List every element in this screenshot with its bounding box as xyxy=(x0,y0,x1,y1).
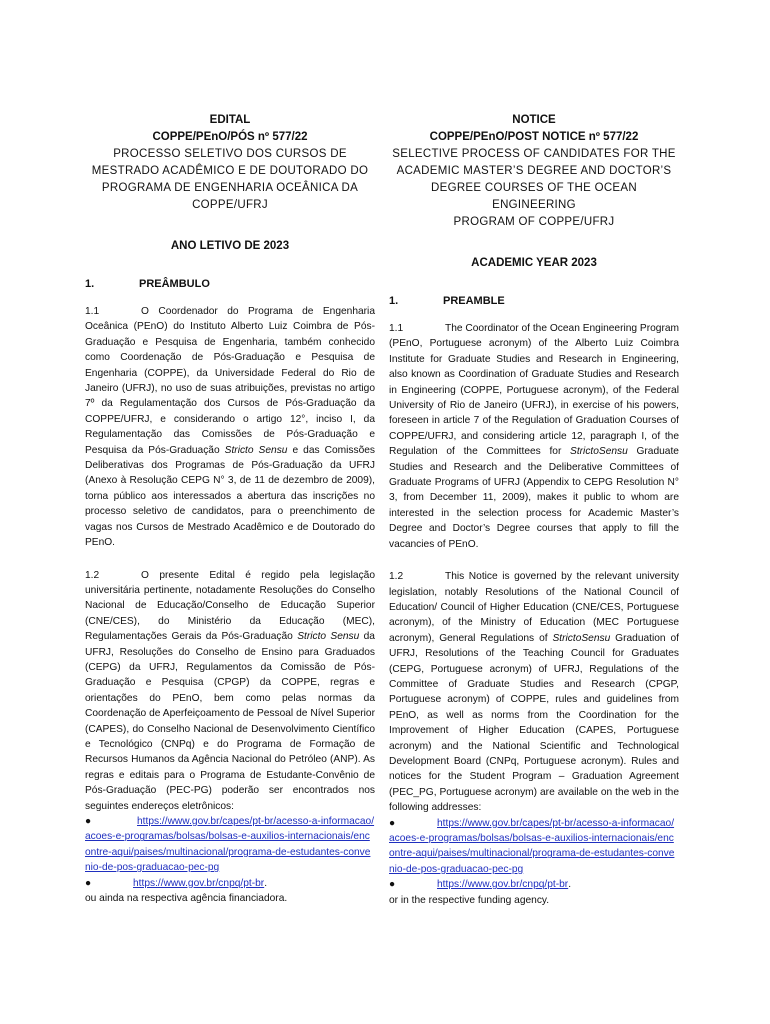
section-number: 1. xyxy=(389,295,399,307)
bullet-icon: ● xyxy=(85,816,92,827)
paragraph-1-1 xyxy=(389,321,679,552)
paragraph-text: da UFRJ, Resoluções do Conselho de Ensino para Graduados (CEPG) da UFRJ, Regulamentos da Comissão de Pós-Graduação e Pesquisa (CPGP) da COPPE, regras e orientações do PEnO, bem como pelas normas da Coordenação de Aperfeiçoamento de Pessoal de Nível Superior (CAPES), do Conselho Nacional de Desenvolvimento Científico e Tecnológico (CNPq) e do Programa de Formação de Recursos Humanos da Agência Nacional do Petróleo (ANP). As regras e editais para o Programa de Estudante-Convênio de Pós-Graduação (PEC-PG) poderão ser encontrados nos seguintes endereços eletrônicos: xyxy=(85,631,375,812)
doc-subtitle-line: COPPE/UFRJ xyxy=(192,199,268,211)
notice-header xyxy=(389,112,679,231)
section-number: 1. xyxy=(85,278,95,290)
paragraph-number: 1.1 xyxy=(85,306,100,317)
academic-year: ANO LETIVO DE 2023 xyxy=(170,240,290,252)
paragraph-text: The Coordinator of the Ocean Engineering Program (PEnO, Portuguese acronym) of the Alberto Luiz Coimbra Institute for Graduate Studies and Research in Engineering, also known as Coordination of Graduate Studies and Research in Engineering (COPPE, Portuguese acronym), of the Federal University of Rio de Janeiro (UFRJ), in exercise of his powers, foreseen in article 7 of the Regulation of Graduation Courses of COPPE/UFRJ, and considering article 12, paragraph I, of the Regulation of the Committees for xyxy=(389,323,679,458)
paragraph-1-2 xyxy=(389,569,679,816)
portuguese-column xyxy=(85,112,375,906)
paragraph-text: Graduate Studies and Research and the Deliberative Committees of Graduate Programs of UFRJ (Appendix to CEPG Resolution N° 3, from December 11, 2009), makes it public to whom are interested in the selection process for Academic Master’s Degree and Doctor’s Degree courses that apply to fill the vacancies of PEnO. xyxy=(389,446,679,550)
bullet-icon: ● xyxy=(85,877,92,889)
section-title: PREAMBLE xyxy=(443,295,505,307)
paragraph-1-1 xyxy=(85,304,375,551)
paragraph-number: 1.2 xyxy=(389,571,404,583)
bullet-icon: ● xyxy=(389,817,396,829)
link-bullet-item: ● https://www.gov.br/cnpq/pt-br . xyxy=(85,876,375,891)
cnpq-link[interactable]: https://www.gov.br/cnpq/pt-br xyxy=(437,879,569,891)
cnpq-link[interactable]: https://www.gov.br/cnpq/pt-br xyxy=(133,877,265,889)
doc-subtitle-line: PROCESSO SELETIVO DOS CURSOS DE xyxy=(113,148,347,160)
doc-subtitle-line: MESTRADO ACADÊMICO E DE DOUTORADO DO xyxy=(91,165,369,177)
doc-heading: EDITAL xyxy=(209,114,251,126)
paragraph-italic: StrictoSensu xyxy=(570,446,628,458)
capes-link[interactable]: https://www.gov.br/capes/pt-br/acesso-a-informacao/acoes-e-programas/bolsas/bolsas-e-auxilios-internacionais/encontre-aqui/paises/multinacional/programa-de-estudantes-convenio-de-pos-graduacao-pec-pg xyxy=(389,817,675,875)
doc-subtitle-line: SELECTIVE PROCESS OF CANDIDATES FOR THE xyxy=(392,148,676,160)
english-column xyxy=(389,112,679,908)
link-bullet-item xyxy=(389,877,679,892)
doc-heading: NOTICE xyxy=(512,114,556,126)
capes-link[interactable]: https://www.gov.br/capes/pt-br/acesso-a-informacao/acoes-e-programas/bolsas/bolsas-e-auxilios-internacionais/encontre-aqui/paises/multinacional/programa-de-estudantes-convenio-de-pos-graduacao-pec-pg xyxy=(85,816,375,874)
paragraph-italic: Stricto Sensu xyxy=(297,631,360,643)
paragraph-number: 1.1 xyxy=(389,323,404,334)
section-title: PREÂMBULO xyxy=(139,278,210,290)
bullet-icon: ● xyxy=(389,879,396,891)
academic-year: ACADEMIC YEAR 2023 xyxy=(471,257,597,269)
paragraph-italic: StrictoSensu xyxy=(552,632,611,644)
doc-code: COPPE/PEnO/POST NOTICE nº 577/22 xyxy=(429,131,639,143)
doc-subtitle-line: PROGRAMA DE ENGENHARIA OCEÂNICA DA xyxy=(101,182,359,194)
doc-code: COPPE/PEnO/PÓS nº 577/22 xyxy=(152,131,308,143)
paragraph-text: This Notice is governed by the relevant university legislation, notably Resolutions of the National Council of Education/ Council of Higher Education (CNE/CES, Portuguese acronym), of the Ministry of Education (MEC Portuguese acronym), General Regulations of xyxy=(389,571,679,644)
paragraph-text: O presente Edital é regido pela legislação universitária pertinente, notadamente Resoluções do Conselho Nacional de Educação/Conselho de Educação Superior (CNE/CES), do Ministério da Educação (MEC), Regulamentações Gerais da Pós-Graduação xyxy=(85,569,375,643)
link-suffix: . xyxy=(568,879,572,891)
paragraph-1-2 xyxy=(85,568,375,815)
doc-subtitle-line: DEGREE COURSES OF THE OCEAN ENGINEERING xyxy=(431,182,637,211)
doc-subtitle-line: PROGRAM OF COPPE/UFRJ xyxy=(453,216,615,228)
paragraph-text: O Coordenador do Programa de Engenharia Oceânica (PEnO) do Instituto Alberto Luiz Coimbra de Pós-Graduação e Pesquisa de Engenharia, também conhecido como Coordenação de Pós-Graduação e Pesquisa de Engenharia (COPPE), da Universidade Federal do Rio de Janeiro (UFRJ), no uso de suas atribuições, previstas no artigo 7º da Regulamentação dos Cursos de Pós-Graduação da COPPE/UFRJ, e considerando o artigo 12°, inciso I, da Regulamentação das Comissões de Pós-Graduação e Pesquisa da Pós-Graduação xyxy=(85,306,375,456)
paragraph-number: 1.2 xyxy=(85,569,100,581)
paragraph-italic: Stricto Sensu xyxy=(224,444,288,456)
paragraph-text: e das Comissões Deliberativas dos Programas de Pós-Graduação da UFRJ (Anexo à Resolução CEPG N° 3, de 11 de dezembro de 2009), torna público aos interessados a abertura das inscrições no processo seletivo de candidatos, para o preenchimento de vagas nos Cursos de Mestrado Acadêmico e de Doutorado do PEnO. xyxy=(85,444,375,549)
edital-header xyxy=(85,112,375,214)
paragraph-text: Graduation of UFRJ, Resolutions of the Teaching Council for Graduates (CEPG, Portuguese acronym) of UFRJ, Regulations of the Committee of Graduate Studies and Research (CPGP, Portuguese acronym) of COPPE, rules and guidelines from PEnO, as well as norms from the Coordination for the Improvement of Higher Education (CAPES, Portuguese acronym) and the National Scientific and Technological Development Board (CNPq, Portuguese acronym). Rules and notices for the Student Program – Graduation Agreement (PEC_PG, Portuguese acronym) are available on the web in the following addresses: xyxy=(389,632,679,814)
doc-subtitle-line: ACADEMIC MASTER’S DEGREE AND DOCTOR’S xyxy=(396,165,672,177)
section-heading xyxy=(85,278,375,290)
closing-text: or in the respective funding agency. xyxy=(389,894,550,906)
section-heading xyxy=(389,295,679,307)
closing-text: ou ainda na respectiva agência financiadora. xyxy=(85,893,288,905)
